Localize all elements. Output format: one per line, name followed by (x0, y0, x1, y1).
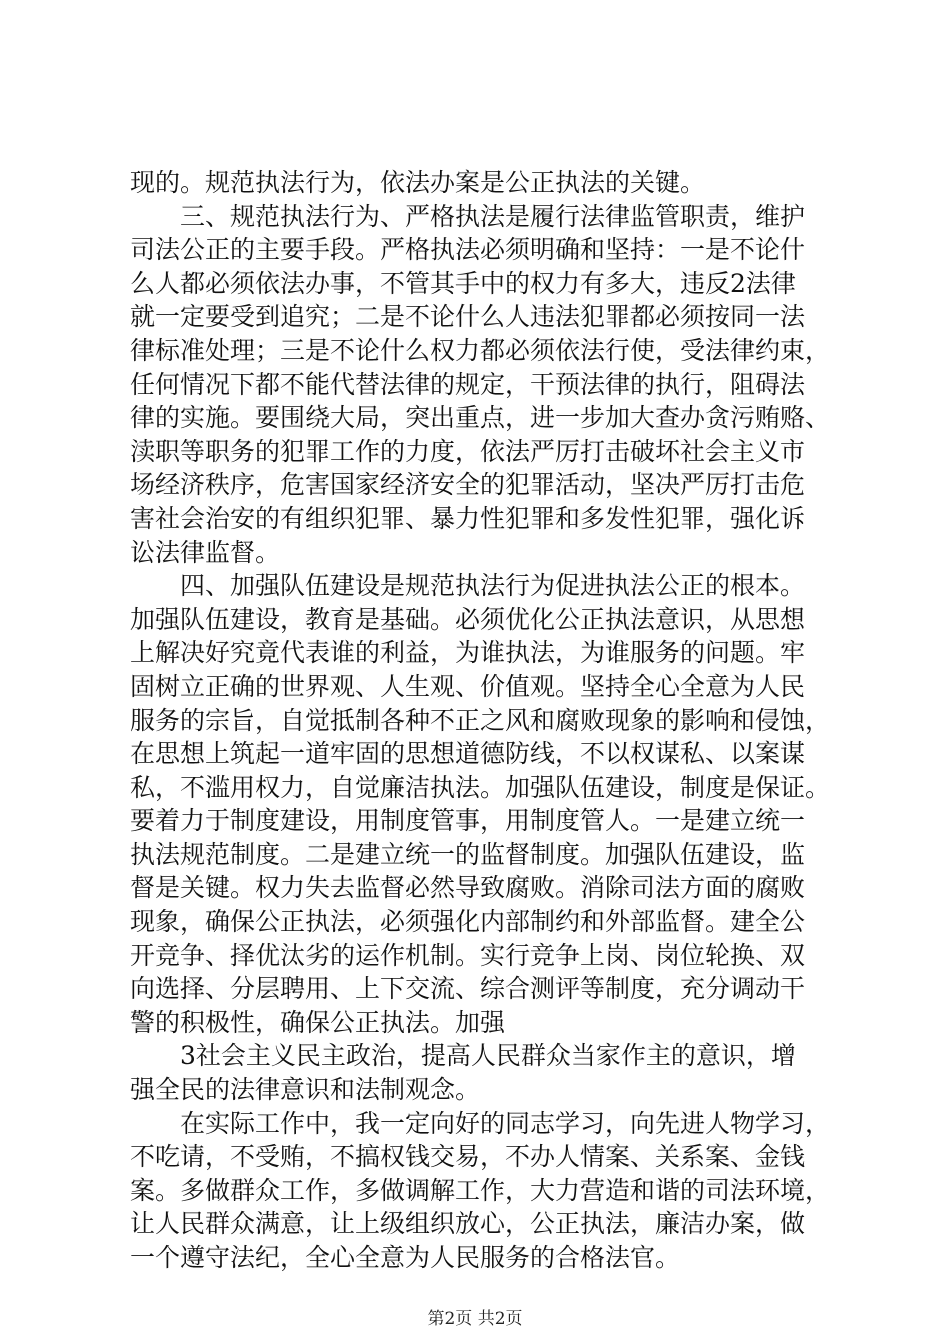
text-line: 警的积极性，确保公正执法。加强 (130, 1007, 506, 1037)
text-line: 不吃请，不受贿，不搞权钱交易，不办人情案、关系案、金钱 (130, 1142, 806, 1172)
text-line: 就一定要受到追究；二是不论什么人违法犯罪都必须按同一法 (130, 302, 806, 332)
text-line: 在实际工作中，我一定向好的同志学习，向先进人物学习， (180, 1108, 831, 1138)
text-line: 三、规范执法行为、严格执法是履行法律监管职责，维护 (180, 201, 806, 231)
text-line: 在思想上筑起一道牢固的思想道德防线，不以权谋私、以案谋 (130, 739, 806, 769)
text-line: 开竞争、择优汰劣的运作机制。实行竞争上岗、岗位轮换、双 (130, 940, 806, 970)
text-line: 四、加强队伍建设是规范执法行为促进执法公正的根本。 (180, 571, 806, 601)
text-line: 强全民的法律意识和法制观念。 (130, 1075, 481, 1105)
page-footer: 第2页 共2页 (427, 1309, 523, 1329)
text-line: 司法公正的主要手段。严格执法必须明确和坚持：一是不论什 (130, 235, 806, 265)
document-body (130, 166, 830, 1275)
text-line: 任何情况下都不能代替法律的规定，干预法律的执行，阻碍法 (130, 369, 806, 399)
text-line: 向选择、分层聘用、上下交流、综合测评等制度，充分调动干 (130, 974, 806, 1004)
text-line: 讼法律监督。 (130, 537, 281, 567)
text-line: 加强队伍建设，教育是基础。必须优化公正执法意识，从思想 (130, 604, 806, 634)
text-line: 让人民群众满意，让上级组织放心，公正执法，廉洁办案，做 (130, 1209, 806, 1239)
text-line: 服务的宗旨，自觉抵制各种不正之风和腐败现象的影响和侵蚀， (130, 705, 831, 735)
text-line: 私，不滥用权力，自觉廉洁执法。加强队伍建设，制度是保证。 (130, 772, 831, 802)
text-line: 要着力于制度建设，用制度管事，用制度管人。一是建立统一 (130, 806, 806, 836)
text-line: 么人都必须依法办事，不管其手中的权力有多大，违反2法律 (130, 268, 796, 298)
text-line: 现象，确保公正执法，必须强化内部制约和外部监督。建全公 (130, 907, 806, 937)
text-line: 3社会主义民主政治，提高人民群众当家作主的意识，增 (180, 1041, 796, 1071)
text-line: 律的实施。要围绕大局，突出重点，进一步加大查办贪污贿赂、 (130, 403, 831, 433)
text-line: 害社会治安的有组织犯罪、暴力性犯罪和多发性犯罪，强化诉 (130, 503, 806, 533)
text-line: 上解决好究竟代表谁的利益，为谁执法，为谁服务的问题。牢 (130, 638, 806, 668)
text-line: 律标准处理；三是不论什么权力都必须依法行使，受法律约束， (130, 335, 831, 365)
text-line: 现的。规范执法行为，依法办案是公正执法的关键。 (130, 168, 706, 197)
text-line: 一个遵守法纪，全心全意为人民服务的合格法官。 (130, 1243, 681, 1272)
text-line: 固树立正确的世界观、人生观、价值观。坚持全心全意为人民 (130, 671, 806, 701)
text-line: 案。多做群众工作，多做调解工作，大力营造和谐的司法环境， (130, 1175, 831, 1205)
text-line: 场经济秩序，危害国家经济安全的犯罪活动，坚决严厉打击危 (130, 470, 806, 500)
text-line: 执法规范制度。二是建立统一的监督制度。加强队伍建设，监 (130, 839, 806, 869)
text-line: 督是关键。权力失去监督必然导致腐败。消除司法方面的腐败 (130, 873, 806, 903)
text-line: 渎职等职务的犯罪工作的力度，依法严厉打击破坏社会主义市 (130, 436, 806, 466)
